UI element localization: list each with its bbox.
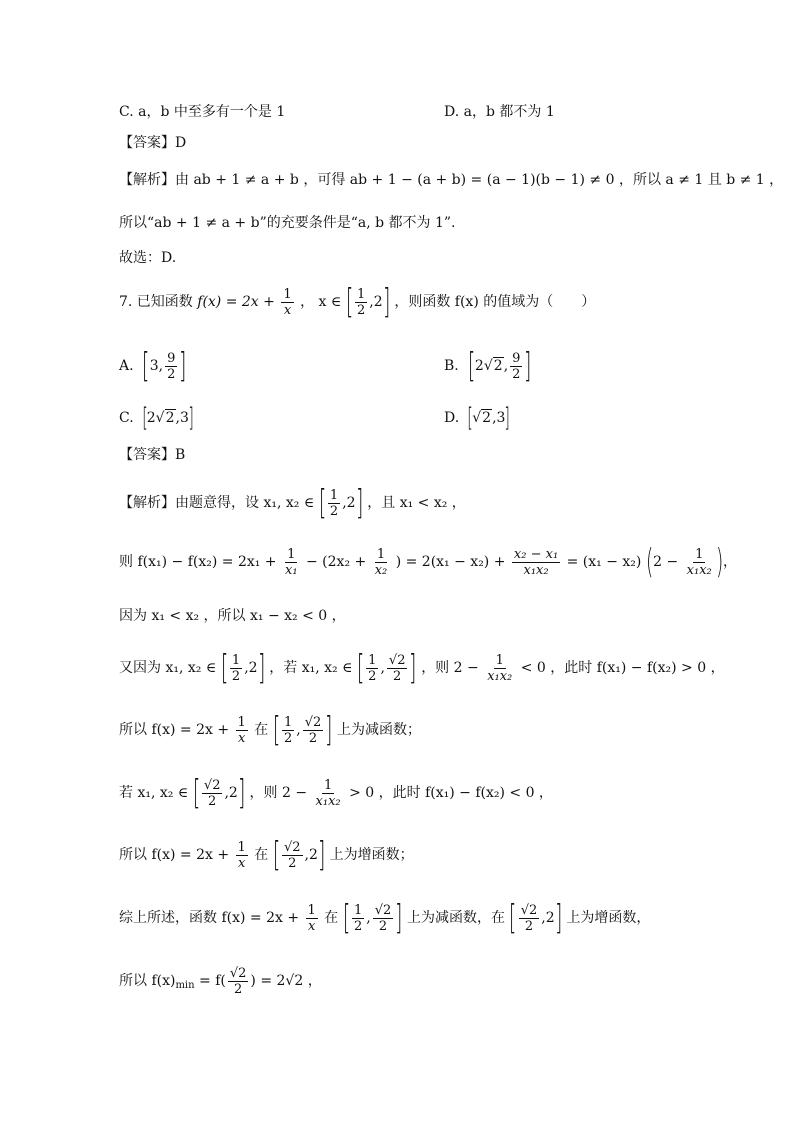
solution-line-3: 因为 x₁ < x₂ ，所以 x₁ − x₂ < 0 ， (119, 608, 346, 624)
option-a: A. [3, $\frac{9}{2}$ ] (119, 346, 187, 386)
solution-line-9: 所以 $f(x)_{min} = f$( $\frac{√2}{2}$ ) = 2√2 ， (119, 965, 322, 997)
option-d: D. [√2,3] (444, 403, 511, 433)
option-c-prev: C. a，b 中至多有一个是 1 (119, 104, 286, 120)
solution-line-8: 综上所述，函数 f(x) = 2x + $\frac{1}{x}$ 在 [ $\frac{1}{2}$ , $\frac{√2}{2}$ ] 上为减函数，在 [ $\frac{√2}{2}$ ,2] 上为增函数， (119, 898, 651, 938)
option-b: B. [2√2, $\frac{9}{2}$ ] (444, 346, 532, 386)
solution-line-1: 【解析】由题意得，设 x₁, x₂ ∈ [ $\frac{1}{2}$ ,2] ，且 x₁ < x₂ ， (119, 483, 466, 523)
solution-line-2: 则 f(x₁) − f(x₂) = 2x₁ + $\frac{1}{\text{x₁}}$ − (2x₂ + $\frac{1}{\text{x₂}}$ ) = 2(x₁ − x₂) + $\frac{\text{x₂ − x₁}}{\text{x₁x₂}}$ = (x₁ − x₂) (2 − $\frac{1}{\text{x₁x₂}}$ )， (119, 542, 738, 582)
option-c: C. [2√2,3] (119, 403, 194, 433)
analysis-line-1: 【解析】由 ab + 1 ≠ a + b ，可得 ab + 1 − (a + b) = (a − 1)(b − 1) ≠ 0 ，所以 a ≠ 1 且 b ≠ 1 ， (119, 172, 784, 188)
solution-line-6: 若 x₁, x₂ ∈ [ $\frac{√2}{2}$ ,2] ，则 2 − $\frac{1}{\text{x₁x₂}}$ > 0 ，此时 f(x₁) − f(x₂) < 0 ， (119, 773, 553, 813)
conclusion: 故选：D. (119, 250, 177, 266)
option-d-prev: D. a，b 都不为 1 (444, 104, 555, 120)
analysis-line-2: 所以“ab + 1 ≠ a + b”的充要条件是“a, b 都不为 1”. (119, 215, 456, 231)
question-7: 7. 已知函数 f(x) = 2x + $\frac{1}{x}$ ， x ∈ [ $\frac{1}{2}$ ,2] ，则函数 f(x) 的值域为（ ） (119, 282, 596, 322)
answer-label-2: 【答案】B (119, 447, 186, 463)
answer-label: 【答案】D (119, 135, 187, 151)
fraction: $\frac{1}{x}$ (283, 286, 292, 318)
solution-line-5: 所以 f(x) = 2x + $\frac{1}{x}$ 在 [ $\frac{1}{2}$ , $\frac{√2}{2}$ ] 上为减函数； (119, 710, 421, 750)
solution-line-4: 又因为 x₁, x₂ ∈ [ $\frac{1}{2}$ ,2] ，若 x₁, x₂ ∈ [ $\frac{1}{2}$ , $\frac{√2}{2}$ ] ，则 2 − $\frac{1}{\text{x₁x₂}}$ < 0 ，此时 f(x₁) − f(x₂) > 0 ， (119, 648, 725, 688)
solution-line-7: 所以 f(x) = 2x + $\frac{1}{x}$ 在 [ $\frac{√2}{2}$ ,2] 上为增函数； (119, 835, 414, 875)
